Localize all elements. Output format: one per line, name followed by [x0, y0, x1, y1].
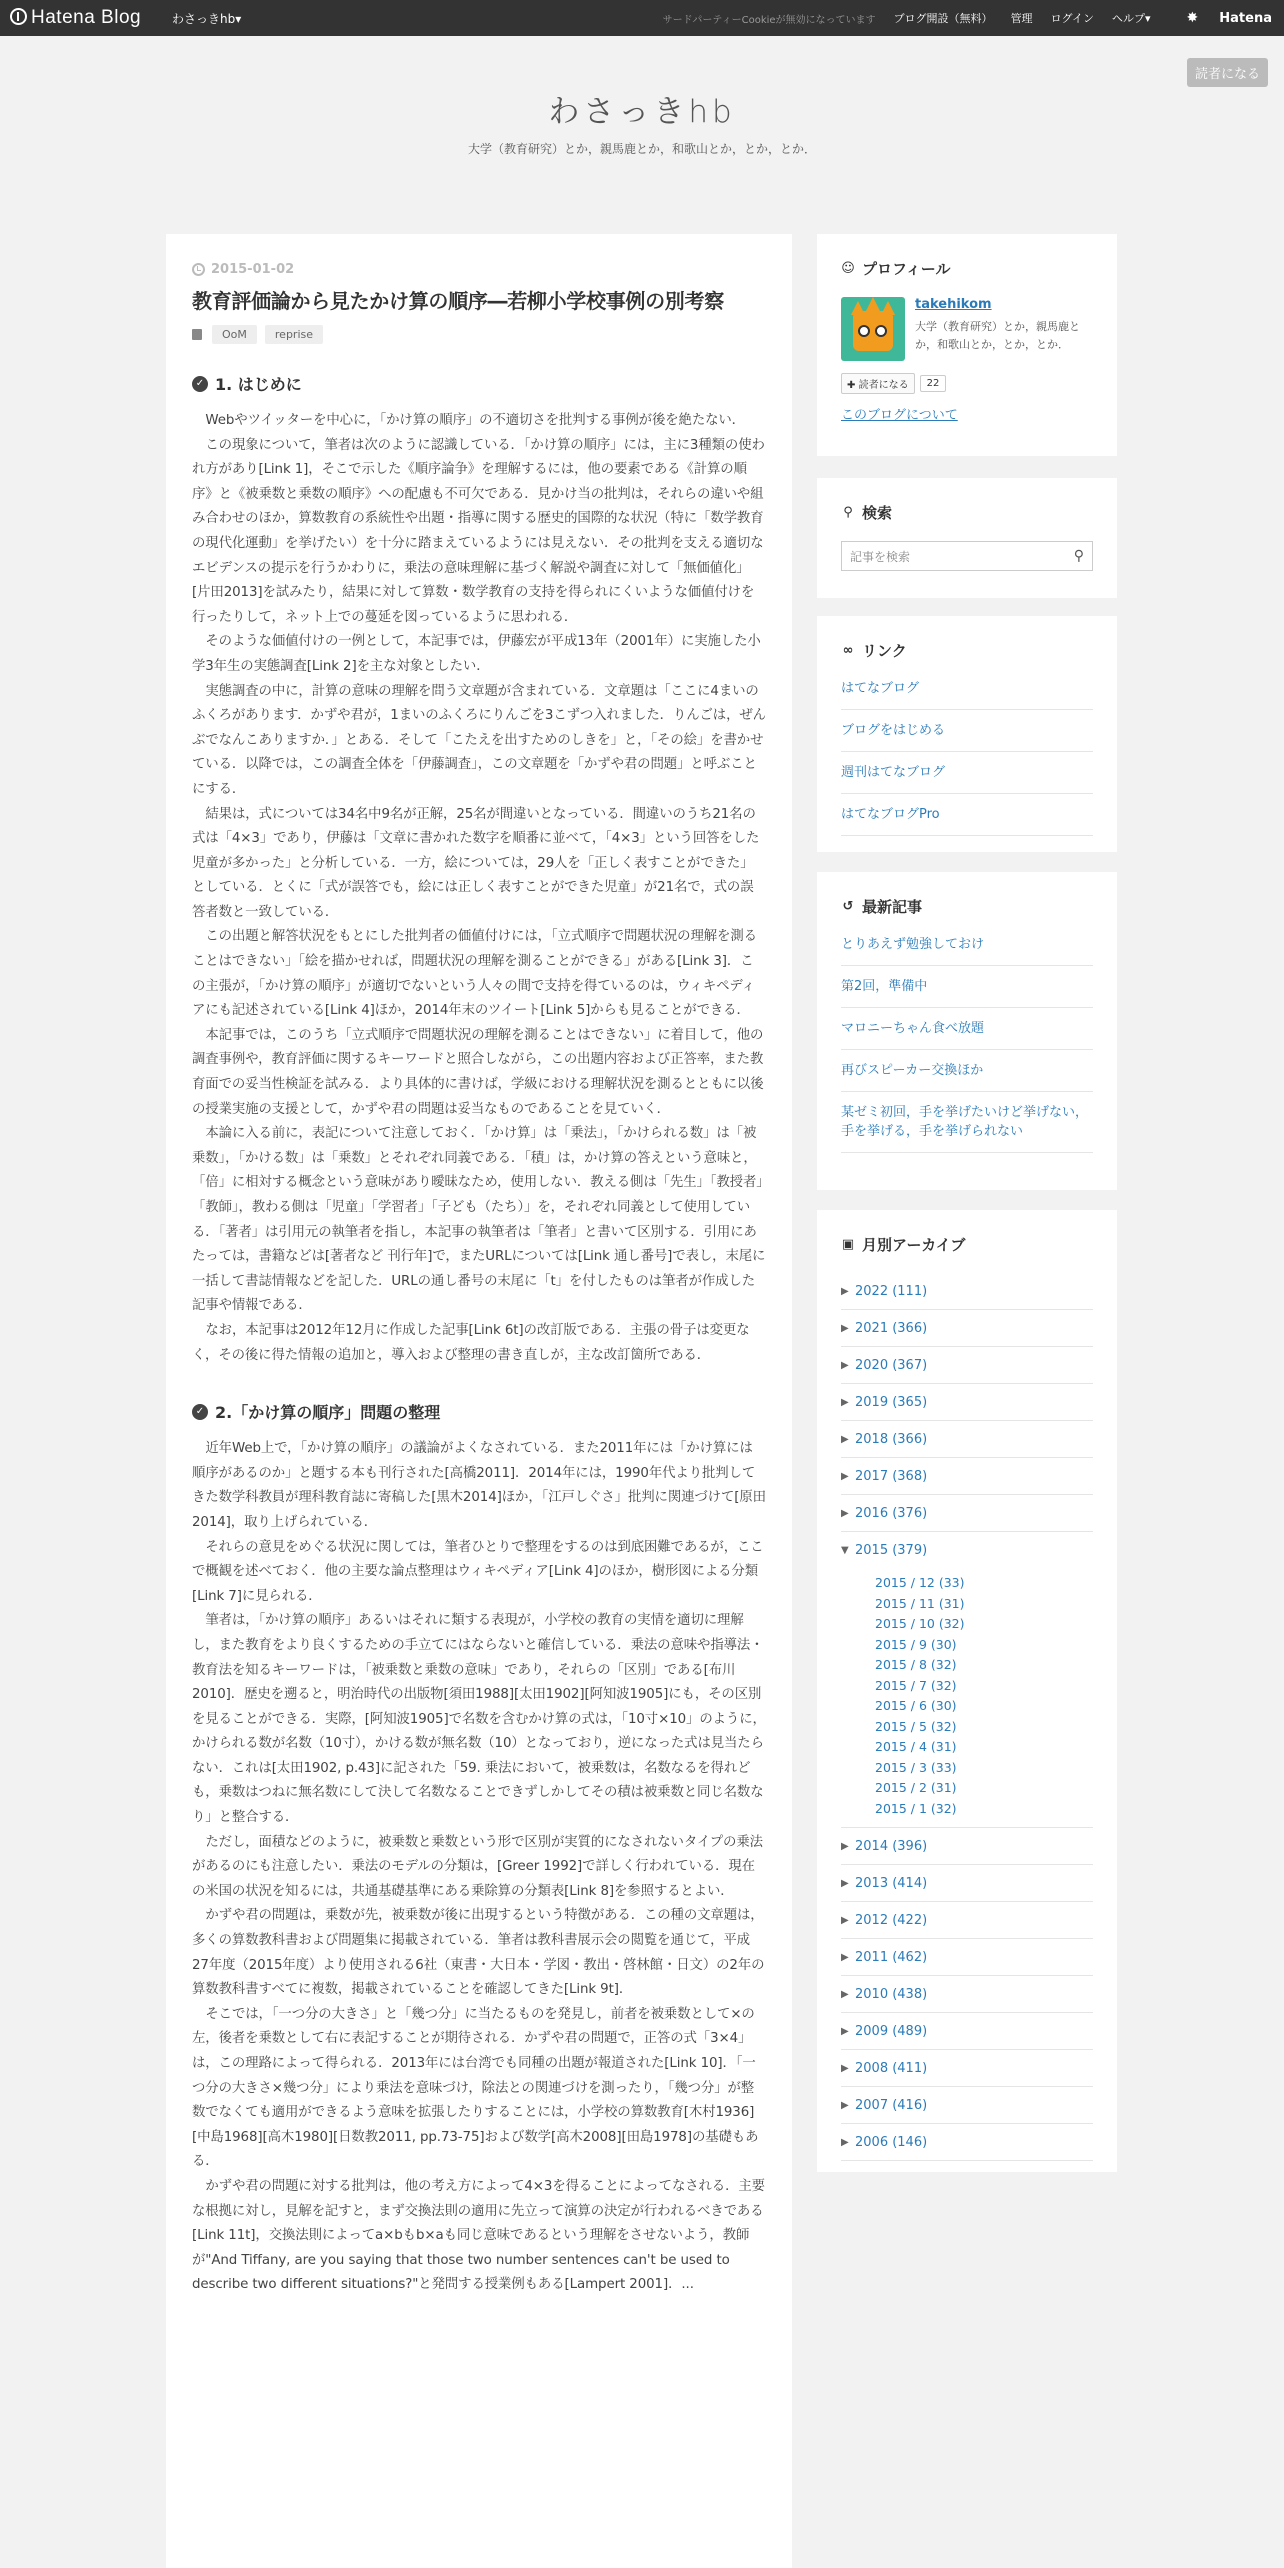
paragraph: かずや君の問題は，乗数が先，被乗数が後に出現するという特徴がある．この種の文章題は，多くの算数教科書および問題集に掲載されている．筆者は教科書展示会の閲覧を通じて，平成27年度（2015年度）より使用される6社（東書・大日本・学図・教出・啓林館・日文）の2年の算数教科書すべてに複数，掲載されていることを確認してきた[Link 9t]． — [192, 1908, 765, 1998]
triangle-right-icon: ▶ — [841, 2099, 849, 2111]
reader-count[interactable]: 22 — [920, 375, 947, 392]
triangle-right-icon: ▶ — [841, 1285, 849, 1297]
archive-year[interactable]: ▶ 2018 (366) — [841, 1421, 1093, 1458]
triangle-right-icon: ▶ — [841, 1396, 849, 1408]
section-body — [192, 1437, 766, 2298]
open-blog-link[interactable]: ブログ開設（無料） — [893, 12, 993, 25]
triangle-right-icon: ▶ — [841, 2062, 849, 2074]
cookie-notice[interactable]: サードパーティーCookieが無効になっています — [662, 14, 876, 26]
check-circle-icon: ✓ — [192, 376, 208, 392]
blog-menu[interactable]: わさっきhb▾ — [172, 12, 242, 26]
paragraph: かずや君の問題に対する批判は，他の考え方によって4×3を得ることによってなされる．主要な根拠に対し，見解を記すと，まず交換法則の適用に先立って演算の決定が行われるべきである[Link 11t]，交換法則によってa×bもb×aも同じ意味であるという理解をさせないよう，教師が"And Tiffany, are you saying that those two number sentences can't be used to describe two different situations?"と発問する授業例もある[Lampert 2001]．... — [192, 2178, 765, 2293]
links-module — [817, 616, 1117, 852]
paragraph: それらの意見をめぐる状況に関しては，筆者ひとりで整理をするのは到底困難であるが，ここで概観を述べておく．他の主要な論点整理はウィキペディア[Link 4]のほか，樹形図による分類[Link 7]に見られる． — [192, 1539, 764, 1604]
category-tag[interactable]: OoM — [212, 325, 257, 344]
archive-month[interactable]: 2015 / 11 (31) — [875, 1595, 965, 1611]
help-menu[interactable]: ヘルプ▾ — [1112, 12, 1151, 25]
archive-month[interactable]: 2015 / 5 (32) — [875, 1718, 957, 1734]
plus-icon: ✚ — [847, 380, 856, 391]
triangle-right-icon: ▶ — [841, 1359, 849, 1371]
archive-year[interactable]: ▶ 2020 (367) — [841, 1347, 1093, 1384]
archive-year[interactable]: ▶ 2007 (416) — [841, 2087, 1093, 2124]
entry-date[interactable]: 2015-01-02 — [192, 262, 766, 277]
subscribe-button[interactable]: 読者になる — [1187, 58, 1268, 87]
archive-year[interactable]: ▶ 2016 (376) — [841, 1495, 1093, 1532]
category-tag[interactable]: reprise — [265, 325, 323, 344]
triangle-right-icon: ▶ — [841, 1914, 849, 1926]
archive-year[interactable]: ▶ 2017 (368) — [841, 1458, 1093, 1495]
link-item[interactable]: はてなブログPro — [841, 794, 1093, 836]
recent-entry-link[interactable]: とりあえず勉強しておけ — [841, 935, 1093, 966]
archive-year[interactable]: ▶ 2019 (365) — [841, 1384, 1093, 1421]
triangle-right-icon: ▶ — [841, 1507, 849, 1519]
recent-entries-module — [817, 872, 1117, 1190]
paragraph: 実態調査の中に，計算の意味の理解を問う文章題が含まれている．文章題は「ここに4まいのふくろがあります．かずや君が，1まいのふくろにりんごを3こずつ入れました．りんごは，ぜんぶでなんこありますか．」とある．そして「こたえを出すためのしきを」と，「その絵」を書かせている．以降では，この調査全体を「伊藤調査」，この文章題を「かずや君の問題」と呼ぶことにする． — [192, 683, 766, 797]
link-item[interactable]: ブログをはじめる — [841, 710, 1093, 752]
archive-month[interactable]: 2015 / 12 (33) — [875, 1575, 965, 1590]
subscribe-small-button[interactable]: ✚ 読者になる — [841, 373, 915, 394]
clock-icon — [192, 263, 205, 276]
archive-year[interactable]: ▶ 2012 (422) — [841, 1902, 1093, 1939]
profile-module — [817, 234, 1117, 456]
archive-month[interactable]: 2015 / 9 (30) — [875, 1636, 957, 1652]
paragraph: 本記事では，このうち「立式順序で問題状況の理解を測ることはできない」に着目して，他の調査事例や，教育評価に関するキーワードと照合しながら，この出題内容および正答率，また教育面での妥当性検証を試みる．より具体的に書けば，学級における理解状況を測るとともに以後の授業実施の支援として，かずや君の問題は妥当なものであることを見ていく． — [192, 1027, 764, 1117]
section-body — [192, 409, 766, 1368]
archive-year-open[interactable]: ▼ 2015 (379) — [841, 1543, 928, 1558]
link-item[interactable]: はてなブログ — [841, 679, 1093, 710]
module-title: ∞ リンク — [842, 642, 907, 660]
paragraph: ただし，面積などのように，被乗数と乗数という形で区別が実質的になされないタイプの乗法があるのにも注意したい．乗法のモデルの分類は，[Greer 1992]で詳しく行われている．現在の米国の状況を知るには，共通基礎基準にある乗除算の分類表[Link 8]を参照するとよい． — [192, 1834, 763, 1899]
avatar[interactable] — [841, 297, 905, 361]
archive-year[interactable]: ▶ 2010 (438) — [841, 1976, 1093, 2013]
header-nav — [645, 0, 1272, 36]
archive-month[interactable]: 2015 / 4 (31) — [875, 1739, 957, 1754]
section-heading: ✓ 1. はじめに — [192, 372, 766, 395]
blog-title[interactable]: わさっきhb — [548, 94, 736, 130]
history-icon: ↺ — [842, 898, 854, 914]
login-link[interactable]: ログイン — [1050, 12, 1095, 25]
archive-month[interactable]: 2015 / 10 (32) — [875, 1616, 965, 1631]
paragraph: 近年Web上で，「かけ算の順序」の議論がよくなされている．また2011年には「かけ算には順序があるのか」と題する本も刊行された[高橋2011]．2014年には，1990年代より批判してきた数学科教員が理科教育誌に寄稿した[黒木2014]ほか，「江戸しぐさ」批判に関連づけて[原田2014]，取り上げられている． — [192, 1441, 766, 1530]
archive-month[interactable]: 2015 / 1 (32) — [875, 1800, 957, 1816]
paragraph: この出題と解答状況をもとにした批判者の価値付けには，「立式順序で問題状況の理解を測ることはできない」「絵を描かせれば，問題状況の理解を測ることができる」がある[Link 3]．この主張が，「かけ算の順序」が適切でないという人々の間で支持を得ているのは，ウィキペディアにも記述されている[Link 4]ほか，2014年末のツイート[Link 5]からも見ることができる． — [192, 929, 757, 1019]
module-title: ⚲ 検索 — [841, 502, 1093, 523]
calendar-icon: ▣ — [841, 1236, 855, 1252]
paragraph: そこでは，「一つ分の大きさ」と「幾つ分」に当たるものを発見し，前者を被乗数として×の左，後者を乗数として右に表記することが期待される．かずや君の問題で，正答の式「3×4」は，この理路によって得られる．2013年には台湾でも同種の出題が報道された[Link 10]．「一つ分の大きさ×幾つ分」により乗法を意味づけ，除法との関連づけを測ったり，「幾つ分」が整数でなくても適用ができるよう意味を拡張したりすることには，小学校の算数教育[木村1936][中島1968][高木1980][日数教2011, pp.73-75]および数学[高木2008][田島1978]の基礎もある． — [192, 2006, 759, 2170]
recent-entry-link[interactable]: 再びスピーカー交換ほか — [841, 1050, 1093, 1092]
global-header — [0, 0, 1284, 36]
recent-entry-link[interactable]: 某ゼミ初回，手を挙げたいけど挙げない，手を挙げる，手を挙げられない — [841, 1092, 1093, 1153]
triangle-right-icon: ▶ — [841, 1322, 849, 1334]
profile-description: 大学（教育研究）とか，親馬鹿とか，和歌山とか，とか，とか． — [915, 320, 1080, 351]
paragraph: なお，本記事は2012年12月に作成した記事[Link 6t]の改訂版である．主張の骨子は変更なく，その後に得た情報の追加と，導入および整理の書き直しが，主な改訂箇所である． — [192, 1322, 750, 1363]
triangle-right-icon: ▶ — [841, 1988, 849, 2000]
entry-title[interactable]: 教育評価論から見たかけ算の順序―若柳小学校事例の別考察 — [192, 289, 724, 313]
module-title: ▣ 月別アーカイブ — [841, 1236, 966, 1254]
hatena-logo[interactable]: ✸ Hatena — [1186, 10, 1272, 26]
paragraph: 本論に入る前に，表記について注意しておく．「かけ算」は「乗法」，「かけられる数」は「被乗数」，「かける数」は「乗数」とそれぞれ同義である．「積」は，かけ算の答えという意味と，「倍」に相対する概念という意味があり曖昧なため，使用しない．教える側は「先生」「教授者」「教師」，教わる側は「児童」「学習者」「子ども（たち）」を，それぞれ同義として使用している．「著者」は引用元の執筆者を指し，本記事の執筆者は「筆者」と書いて区別する．引用にあたっては，書籍などは[著者など 刊行年]で，またURLについては[Link 通し番号]で表し，末尾に一括して書誌情報などを記した．URLの通し番号の末尾に「t」を付したものは筆者が作成した記事や情報である． — [192, 1126, 766, 1314]
hatena-star-icon: ✸ — [1186, 10, 1199, 26]
archive-month[interactable]: 2015 / 8 (32) — [875, 1657, 957, 1672]
paragraph: 結果は，式については34名中9名が正解，25名が間違いとなっている．間違いのうち21名の式は「4×3」であり，伊藤は「文章に書かれた数字を順番に並べて，「4×3」という回答をした児童が多かった」と分析している．一方，絵については，29人を「正しく表すことができた」としている．とくに「式が誤答でも，絵には正しく表すことができた児童」が21名で，式の誤答者数と一致している． — [192, 806, 760, 920]
triangle-down-icon: ▼ — [841, 1545, 849, 1556]
recent-entry-link[interactable]: 第2回，準備中 — [841, 966, 1093, 1008]
paragraph: そのような価値付けの一例として，本記事では，伊藤宏が平成13年（2001年）に実施した小学3年生の実態調査[Link 2]を主な対象としたい． — [192, 634, 761, 674]
entry-article — [166, 234, 792, 2568]
triangle-right-icon: ▶ — [841, 1470, 849, 1482]
archive-month[interactable]: 2015 / 6 (30) — [875, 1698, 957, 1713]
archive-month[interactable]: 2015 / 2 (31) — [875, 1780, 957, 1795]
archive-year[interactable]: ▶ 2021 (366) — [841, 1310, 1093, 1347]
entry-categories — [192, 325, 766, 344]
archive-year[interactable]: ▶ 2014 (396) — [841, 1828, 1093, 1865]
archive-months — [841, 1569, 1093, 1828]
triangle-right-icon: ▶ — [841, 1951, 849, 1963]
triangle-right-icon: ▶ — [841, 1840, 849, 1852]
search-submit-icon[interactable]: ⚲ — [1073, 548, 1084, 564]
hatena-blog-logo[interactable]: Hatena Blog — [10, 7, 141, 29]
triangle-right-icon: ▶ — [841, 1433, 849, 1445]
archive-year[interactable]: ▶ 2009 (489) — [841, 2013, 1093, 2050]
recent-entry-link[interactable]: マロニーちゃん食べ放題 — [841, 1008, 1093, 1050]
archive-year[interactable]: ▶ 2006 (146) — [841, 2124, 1093, 2161]
admin-link[interactable]: 管理 — [1010, 12, 1033, 25]
search-icon: ⚲ — [843, 504, 853, 520]
search-input[interactable]: 記事を検索 ⚲ — [841, 541, 1093, 571]
triangle-right-icon: ▶ — [841, 2136, 849, 2148]
archive-year[interactable]: ▶ 2008 (411) — [841, 2050, 1093, 2087]
paragraph: 筆者は，「かけ算の順序」あるいはそれに類する表現が，小学校の教育の実情を適切に理解し，また教育をより良くするための手立てにはならないと確信している．乗法の意味や指導法・教育法を知るキーワードは，「被乗数と乗数の意味」であり，それらの「区別」である[布川2010]．歴史を遡ると，明治時代の出版物[須田1988][太田1902][阿知波1905]にも，その区別を見ることができる．実際，[阿知波1905]で名数を含むかけ算の式は，「10寸×10」のように，かけられる数が名数（10寸），かける数が無名数（10）となっており，逆になった式は見当たらない．これは[太田1902, p.43]に記された「59. 乗法において，被乗数は，名数なるを得れども，乗数はつねに無名数にして決して名数なることできずしかしてその積は被乗数と同じ名数なり」と整合する． — [192, 1613, 766, 1826]
archive-month[interactable]: 2015 / 7 (32) — [875, 1677, 957, 1693]
profile-name[interactable]: takehikom — [915, 297, 992, 312]
check-circle-icon: ✓ — [192, 1404, 208, 1420]
archive-year[interactable]: ▶ 2022 (111) — [841, 1273, 1093, 1310]
archive-year[interactable]: ▶ 2011 (462) — [841, 1939, 1093, 1976]
paragraph: Webやツイッターを中心に，「かけ算の順序」の不適切さを批判する事例が後を絶たない． — [205, 413, 745, 428]
archive-module — [817, 1210, 1117, 2172]
search-module — [817, 478, 1117, 598]
hatena-blog-logo-icon — [10, 8, 27, 25]
folder-icon — [192, 329, 202, 340]
smile-icon: ☺ — [841, 260, 855, 276]
about-blog-link[interactable]: このブログについて — [841, 408, 958, 423]
section-heading: ✓ 2.「かけ算の順序」問題の整理 — [192, 1400, 766, 1423]
triangle-right-icon: ▶ — [841, 1877, 849, 1889]
blog-description: 大学（教育研究）とか，親馬鹿とか，和歌山とか，とか，とか． — [467, 142, 816, 156]
triangle-right-icon: ▶ — [841, 2025, 849, 2037]
archive-year[interactable]: ▶ 2013 (414) — [841, 1865, 1093, 1902]
archive-month[interactable]: 2015 / 3 (33) — [875, 1759, 957, 1775]
link-icon: ∞ — [842, 642, 854, 658]
module-title: ↺ 最新記事 — [842, 898, 923, 916]
paragraph: この現象について，筆者は次のように認識している．「かけ算の順序」には，主に3種類の使われ方があり[Link 1]，そこで示した《順序論争》を理解するには，他の要素である《計算の順序》と《被乗数と乗数の順序》への配慮も不可欠である．見かけ当の批判は，それらの違いや組み合わせのほか，算数教育の系統性や出題・指導に関する歴史的国際的な状況（特に「数学教育の現代化運動」を挙げたい）を十分に踏まえているようには見えない．その批判を支える適切なエビデンスの提示を行うかわりに，乗法の意味理解に基づく解説や調査に対して「無価値化」[片田2013]を試みたり，結果に対して算数・数学教育の支持を得られにくいような価値付けを行ったりして，ネット上での蔓延を図っているように思われる． — [192, 437, 765, 625]
module-title: ☺ プロフィール — [841, 260, 951, 278]
link-item[interactable]: 週刊はてなブログ — [841, 752, 1093, 794]
